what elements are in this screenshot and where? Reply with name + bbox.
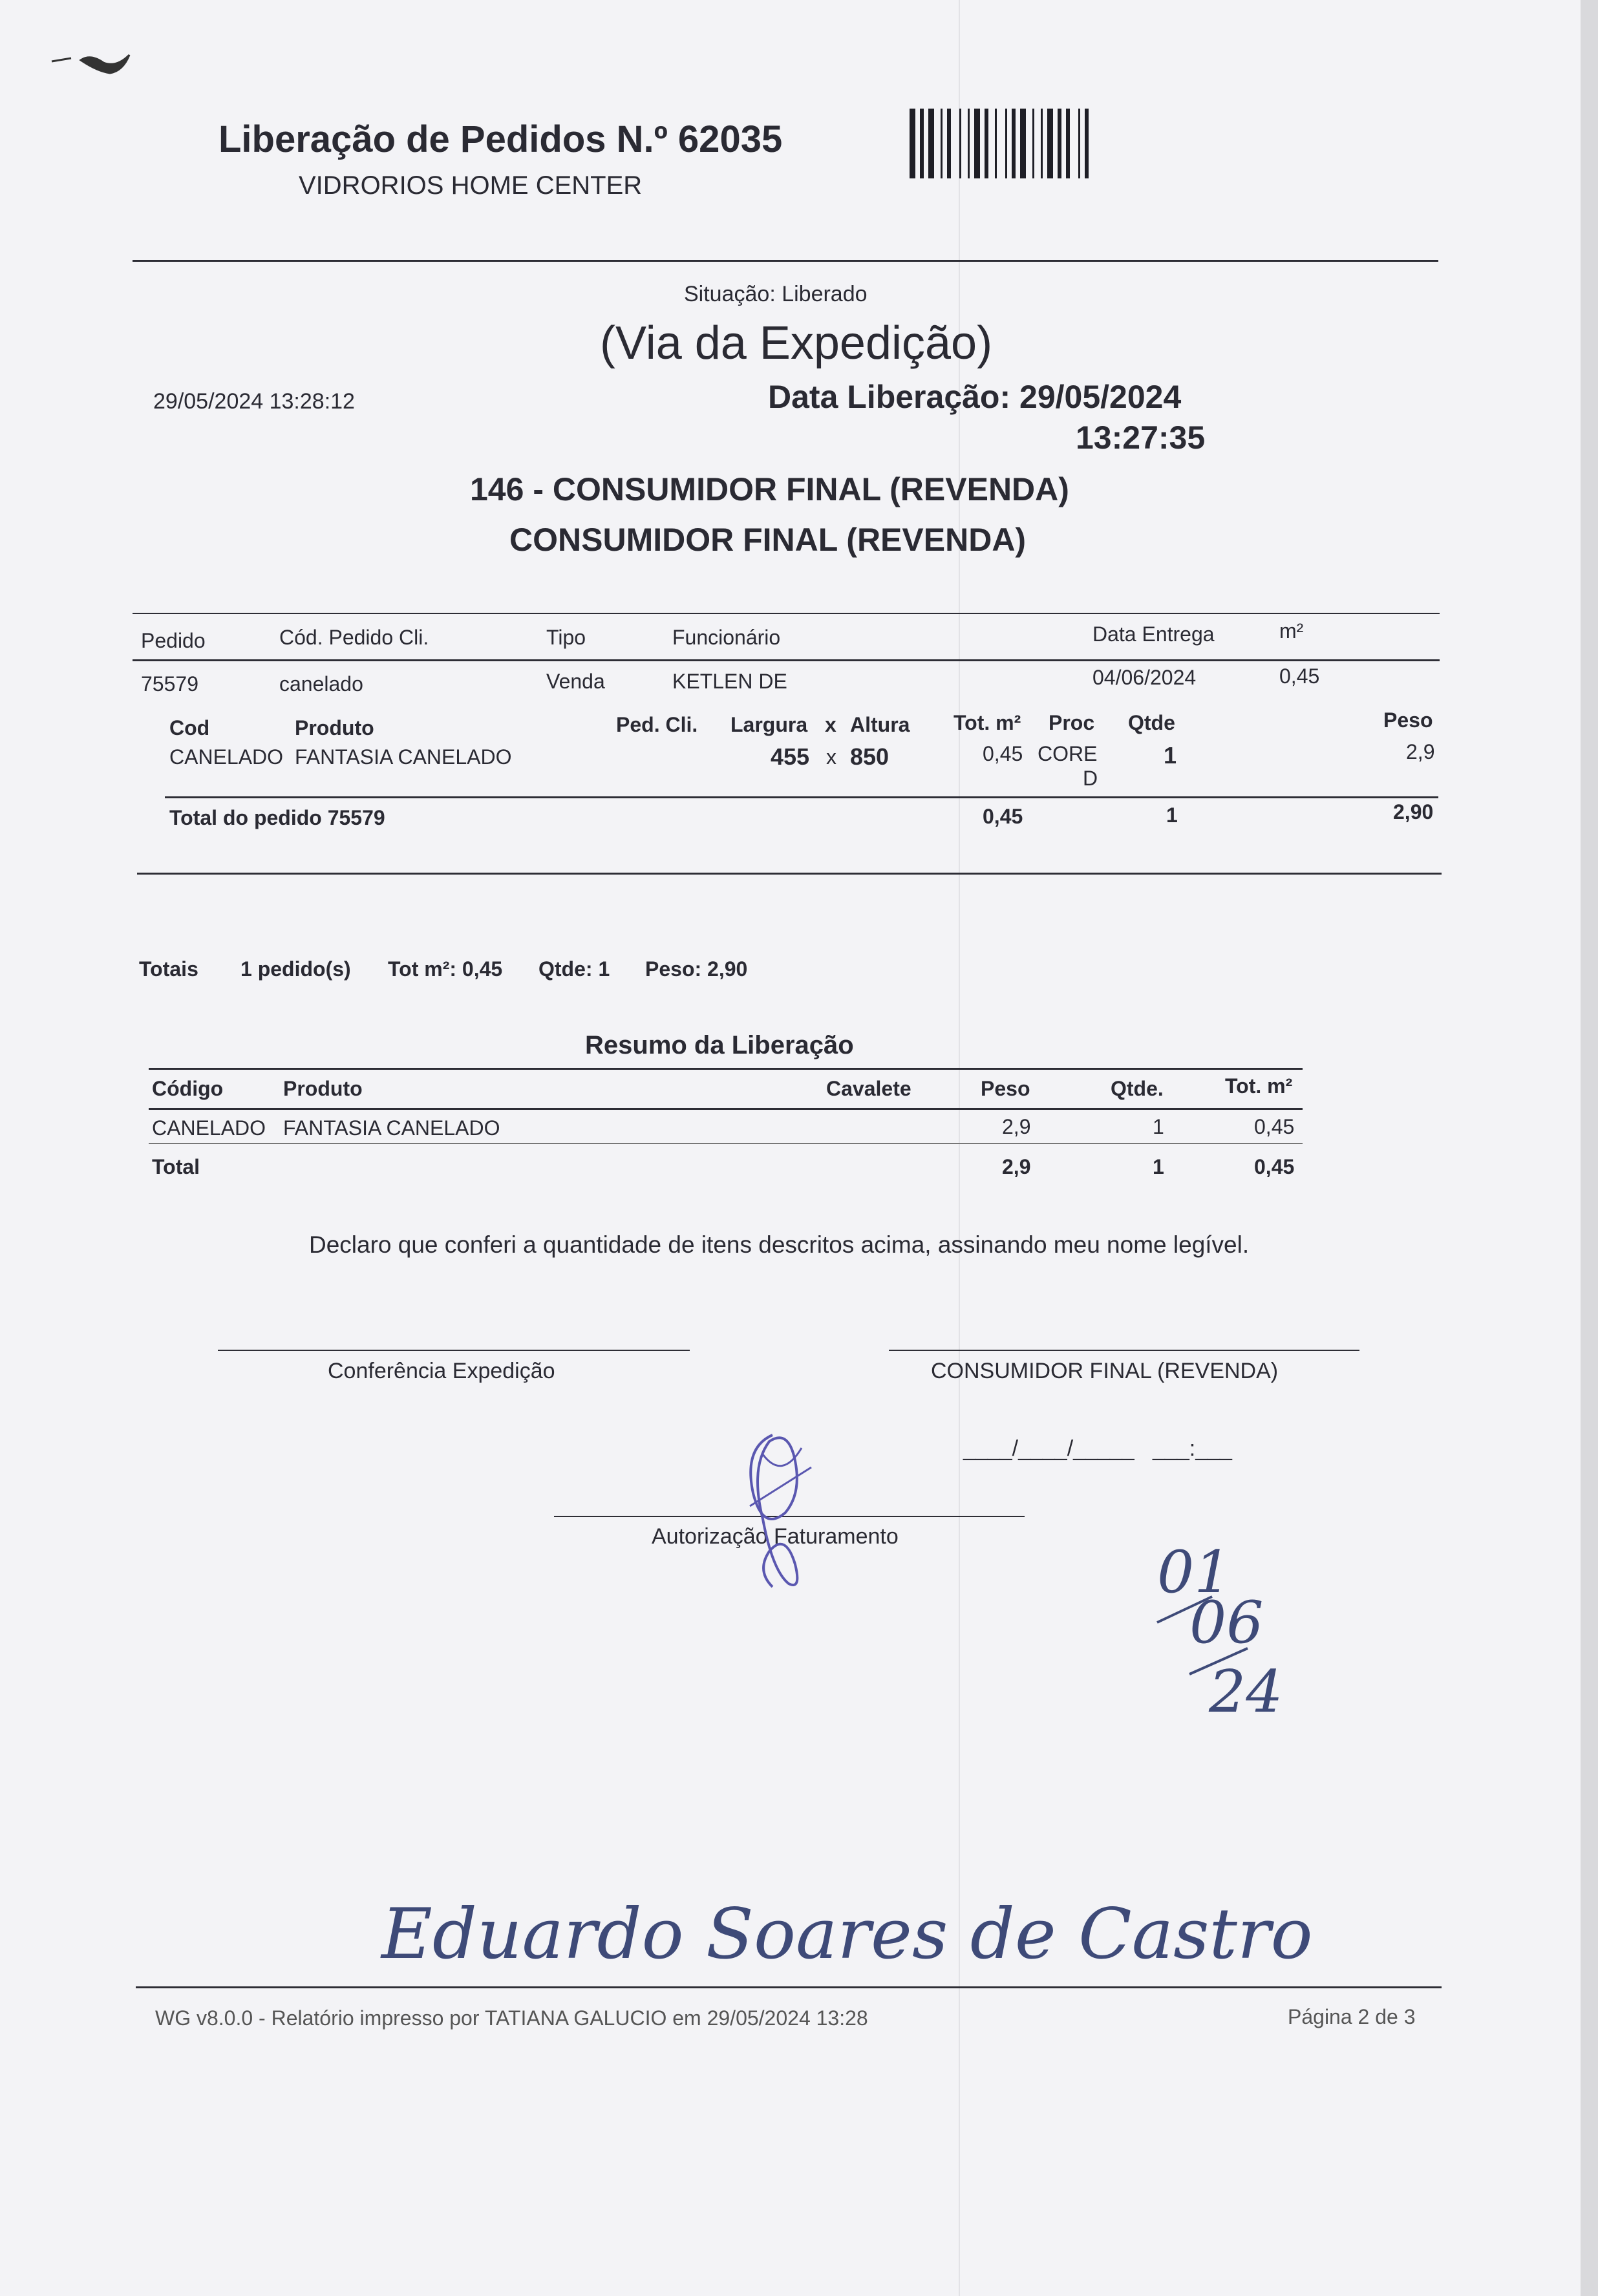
col-pedido: Pedido [141, 629, 206, 652]
cell-m2: 0,45 [1279, 664, 1320, 688]
sig-line-conferencia [218, 1350, 690, 1351]
item-altura: 850 [850, 743, 890, 770]
totais-label: Totais [139, 957, 198, 981]
initials-signature [724, 1422, 821, 1597]
cell-funcionario: KETLEN DE [672, 670, 787, 693]
resumo-top-rule [149, 1068, 1303, 1070]
item-produto: FANTASIA CANELADO [295, 745, 512, 769]
item-total-rule [165, 796, 1438, 798]
sig-line-cliente [889, 1350, 1359, 1351]
barcode-bar [985, 109, 988, 178]
header-divider [133, 260, 1438, 262]
barcode-bar [1085, 109, 1089, 178]
barcode-bar [959, 109, 961, 178]
handwritten-month: 06 [1189, 1589, 1264, 1657]
item-tot-m2: 0,45 [983, 742, 1023, 765]
barcode-bar [995, 109, 997, 178]
barcode-bar [1058, 109, 1061, 178]
barcode-bar [968, 109, 970, 178]
resumo-col-qtde: Qtde. [1111, 1077, 1164, 1100]
totais-qtde: Qtde: 1 [538, 957, 610, 981]
item-col-peso: Peso [1383, 708, 1433, 732]
stain-mark [45, 36, 175, 81]
totais-pedidos: 1 pedido(s) [240, 957, 351, 981]
item-cod: CANELADO [169, 745, 284, 769]
resumo-cell-qtde: 1 [1153, 1115, 1164, 1138]
barcode-bar [1005, 109, 1007, 178]
col-data-entrega: Data Entrega [1092, 622, 1215, 646]
handwritten-name-signature: Eduardo Soares de Castro [381, 1894, 1313, 1975]
item-proc-line-1: CORE [1038, 742, 1098, 765]
sig-label-conferencia: Conferência Expedição [328, 1359, 555, 1383]
resumo-total-qtde: 1 [1153, 1155, 1164, 1178]
item-largura: 455 [771, 743, 810, 770]
handwritten-day: 01 [1157, 1538, 1231, 1606]
item-col-altura: Altura [850, 713, 910, 736]
item-col-cod: Cod [169, 716, 210, 739]
date-blank-fields: ____/____/_____ ___:___ [963, 1436, 1232, 1461]
item-col-tot-m2: Tot. m² [953, 711, 1021, 734]
col-funcionario: Funcionário [672, 626, 781, 649]
resumo-cell-codigo: CANELADO [152, 1116, 266, 1140]
item-qtde: 1 [1164, 742, 1177, 769]
item-col-largura: Largura [730, 713, 808, 736]
resumo-header-rule [149, 1108, 1303, 1110]
item-peso: 2,9 [1406, 740, 1435, 763]
order-total-label: Total do pedido 75579 [169, 806, 385, 829]
barcode [908, 109, 1138, 180]
company-name: VIDRORIOS HOME CENTER [299, 171, 643, 200]
via-label: (Via da Expedição) [600, 317, 993, 369]
footer-printed-by: WG v8.0.0 - Relatório impresso por TATIANA GALUCIO em 29/05/2024 13:28 [155, 2006, 868, 2030]
order-total-m2: 0,45 [983, 805, 1023, 828]
resumo-col-peso: Peso [981, 1077, 1030, 1100]
resumo-col-cavalete: Cavalete [826, 1077, 911, 1100]
barcode-bar [1041, 109, 1043, 178]
client-line-2: CONSUMIDOR FINAL (REVENDA) [509, 522, 1027, 558]
resumo-cell-peso: 2,9 [1002, 1115, 1031, 1138]
order-table-header-rule [133, 659, 1440, 661]
resumo-col-tot-m2: Tot. m² [1225, 1074, 1293, 1098]
data-liberacao-time: 13:27:35 [1076, 420, 1206, 456]
resumo-col-produto: Produto [283, 1077, 363, 1100]
cell-cod-pedido-cli: canelado [279, 672, 363, 696]
situacao-label: Situação: Liberado [684, 282, 868, 306]
barcode-bar [920, 109, 924, 178]
cell-pedido: 75579 [141, 672, 198, 696]
col-cod-pedido-cli: Cód. Pedido Cli. [279, 626, 429, 649]
barcode-bar [1066, 109, 1070, 178]
footer-page-number: Página 2 de 3 [1288, 2005, 1416, 2028]
resumo-cell-tot-m2: 0,45 [1254, 1115, 1295, 1138]
barcode-bar [1047, 109, 1053, 178]
order-section-end-rule [137, 873, 1442, 875]
totais-tot-m2: Tot m²: 0,45 [388, 957, 503, 981]
cell-data-entrega: 04/06/2024 [1092, 666, 1197, 689]
barcode-bar [1078, 109, 1080, 178]
totais-peso: Peso: 2,90 [645, 957, 748, 981]
item-col-produto: Produto [295, 716, 374, 739]
order-total-qtde: 1 [1166, 803, 1178, 827]
resumo-title: Resumo da Liberação [585, 1031, 854, 1059]
item-col-qtde: Qtde [1128, 711, 1175, 734]
data-liberacao: Data Liberação: 29/05/2024 [768, 379, 1182, 415]
barcode-bar [947, 109, 951, 178]
cell-tipo: Venda [546, 670, 605, 693]
barcode-bar [1032, 109, 1034, 178]
print-datetime: 29/05/2024 13:28:12 [153, 389, 355, 414]
resumo-total-peso: 2,9 [1002, 1155, 1031, 1178]
handwritten-year: 24 [1209, 1658, 1283, 1726]
resumo-col-codigo: Código [152, 1077, 224, 1100]
client-line-1: 146 - CONSUMIDOR FINAL (REVENDA) [470, 471, 1069, 507]
item-col-proc: Proc [1049, 711, 1095, 734]
page-title: Liberação de Pedidos N.º 62035 [218, 118, 783, 160]
footer-rule [136, 1986, 1442, 1988]
resumo-row-rule [149, 1143, 1303, 1144]
col-tipo: Tipo [546, 626, 586, 649]
barcode-bar [974, 109, 980, 178]
barcode-bar [1012, 109, 1016, 178]
sig-label-cliente: CONSUMIDOR FINAL (REVENDA) [931, 1359, 1279, 1383]
resumo-total-label: Total [152, 1155, 200, 1178]
barcode-bar [941, 109, 943, 178]
col-m2: m² [1279, 619, 1304, 643]
declaration-text: Declaro que conferi a quantidade de itens descritos acima, assinando meu nome legível. [309, 1231, 1250, 1258]
barcode-bar [1020, 109, 1026, 178]
order-total-peso: 2,90 [1393, 800, 1434, 824]
item-col-ped-cli: Ped. Cli. [616, 713, 698, 736]
item-proc-line-2: D [1083, 767, 1098, 790]
barcode-bar [928, 109, 934, 178]
sig-label-autorizacao: Autorização Faturamento [652, 1524, 899, 1549]
item-col-x: x [825, 713, 836, 736]
barcode-bar [910, 109, 915, 178]
order-table-top-rule [133, 613, 1440, 614]
item-x: x [826, 745, 836, 769]
resumo-total-tot-m2: 0,45 [1254, 1155, 1295, 1178]
resumo-cell-produto: FANTASIA CANELADO [283, 1116, 500, 1140]
